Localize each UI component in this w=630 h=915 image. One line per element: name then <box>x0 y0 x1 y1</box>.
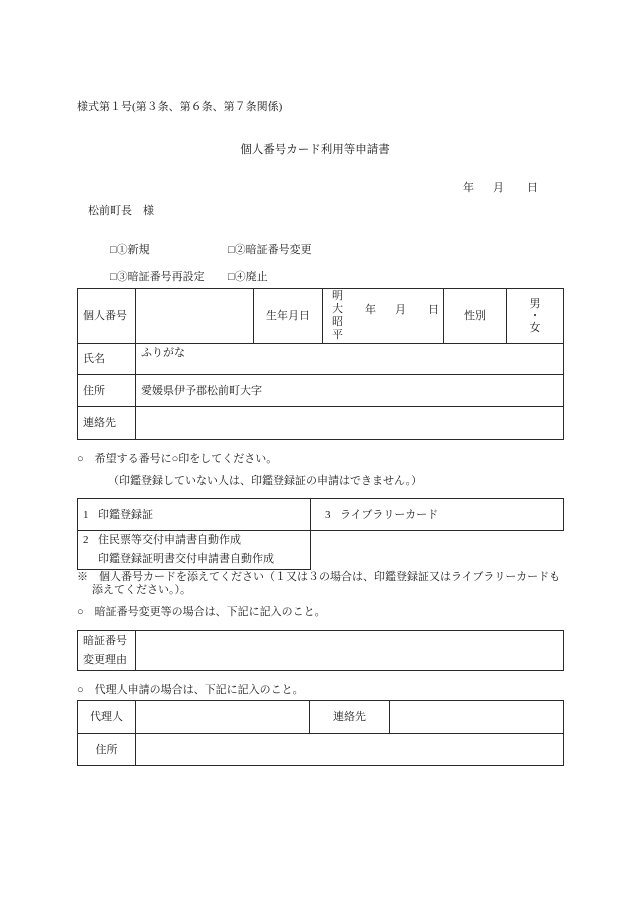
address-prefill: 愛媛県伊予郡松前町大字 <box>141 384 262 397</box>
address-label: 住所 <box>78 375 136 407</box>
pin-change-instruction: ○ 暗証番号変更等の場合は、下記に記入のこと。 <box>77 606 326 618</box>
date-year-unit: 年 <box>463 182 474 194</box>
contact-field <box>136 407 564 440</box>
service-row-1 <box>78 499 564 531</box>
pin-reason-label <box>78 631 136 671</box>
applicant-row-name <box>78 344 564 375</box>
name-label: 氏名 <box>78 344 136 375</box>
era-heisei: 平 <box>332 329 343 341</box>
service-options-table <box>77 498 564 570</box>
service-note: （印鑑登録していない人は、印鑑登録証の申請はできません。） <box>108 475 423 487</box>
card-note-line-1: ※ 個人番号カードを添えてください（１又は３の場合は、印鑑登録証又はライブラリーカードも <box>77 571 561 583</box>
service-instruction: ○ 希望する番号に○印をしてください。 <box>77 453 278 465</box>
applicant-row-number <box>78 289 564 344</box>
agent-name-field <box>136 701 310 734</box>
option-number: 2 <box>83 534 89 546</box>
personal-number-field <box>136 289 254 344</box>
agent-row-1 <box>78 701 564 734</box>
gender-field <box>507 289 564 344</box>
application-type-pin-reset: □③暗証番号再設定 <box>110 271 205 283</box>
service-option-library-card <box>311 499 564 531</box>
pin-reason-field <box>136 631 564 671</box>
gender-separator: ・ <box>529 310 541 322</box>
option-label: 住民票等交付申請書自動作成 <box>98 534 241 546</box>
agent-contact-field <box>390 701 564 734</box>
applicant-row-address <box>78 375 564 407</box>
agent-label: 代理人 <box>78 701 136 734</box>
birthdate-box <box>323 289 443 343</box>
application-type-new: □①新規 <box>110 244 150 256</box>
service-option-seal-card <box>78 499 311 531</box>
personal-number-label: 個人番号 <box>78 289 136 344</box>
document-title: 個人番号カード利用等申請書 <box>240 144 390 156</box>
pin-change-table <box>77 630 564 671</box>
contact-label: 連絡先 <box>78 407 136 440</box>
form-number: 様式第１号(第３条、第６条、第７条関係) <box>77 101 283 113</box>
agent-table <box>77 700 564 766</box>
application-type-pin-change: □②暗証番号変更 <box>228 244 312 256</box>
address-field <box>136 375 564 407</box>
agent-instruction: ○ 代理人申請の場合は、下記に記入のこと。 <box>77 684 304 696</box>
agent-contact-label: 連絡先 <box>310 701 390 734</box>
gender-male: 男 <box>529 298 541 310</box>
option-label: ライブラリーカード <box>340 508 439 521</box>
pin-reason-label-line-2: 変更理由 <box>83 653 127 666</box>
birth-day-unit: 日 <box>428 304 439 316</box>
birthdate-label: 生年月日 <box>254 289 323 344</box>
service-option-auto-form <box>78 531 311 570</box>
era-taisho: 大 <box>332 303 343 315</box>
birthdate-field <box>323 289 444 344</box>
agent-address-label: 住所 <box>78 734 136 766</box>
pin-change-row <box>78 631 564 671</box>
service-empty-cell <box>311 531 564 570</box>
applicant-info-table <box>77 288 564 440</box>
pin-reason-label-line-1: 暗証番号 <box>83 634 127 647</box>
option-sub-label: 印鑑登録証明書交付申請書自動作成 <box>98 553 274 565</box>
name-field <box>136 344 564 375</box>
birth-month-unit: 月 <box>395 304 406 316</box>
agent-address-field <box>136 734 564 766</box>
card-note-line-2: 添えてください。）。 <box>92 584 191 596</box>
era-meiji: 明 <box>332 290 343 302</box>
gender-label: 性別 <box>444 289 507 344</box>
date-month-unit: 月 <box>493 182 504 194</box>
application-type-abolish: □④廃止 <box>228 271 268 283</box>
agent-row-2 <box>78 734 564 766</box>
applicant-row-contact <box>78 407 564 440</box>
option-label: 印鑑登録証 <box>98 508 153 521</box>
furigana-label: ふりがな <box>141 347 185 359</box>
option-number: 3 <box>325 508 331 521</box>
date-day-unit: 日 <box>527 182 538 194</box>
gender-options <box>507 298 563 334</box>
era-options <box>332 290 343 342</box>
birth-year-unit: 年 <box>365 304 376 316</box>
era-showa: 昭 <box>332 316 343 328</box>
gender-female: 女 <box>529 322 541 334</box>
option-number: 1 <box>83 508 89 521</box>
service-row-2 <box>78 531 564 570</box>
addressee: 松前町長 様 <box>88 205 154 217</box>
